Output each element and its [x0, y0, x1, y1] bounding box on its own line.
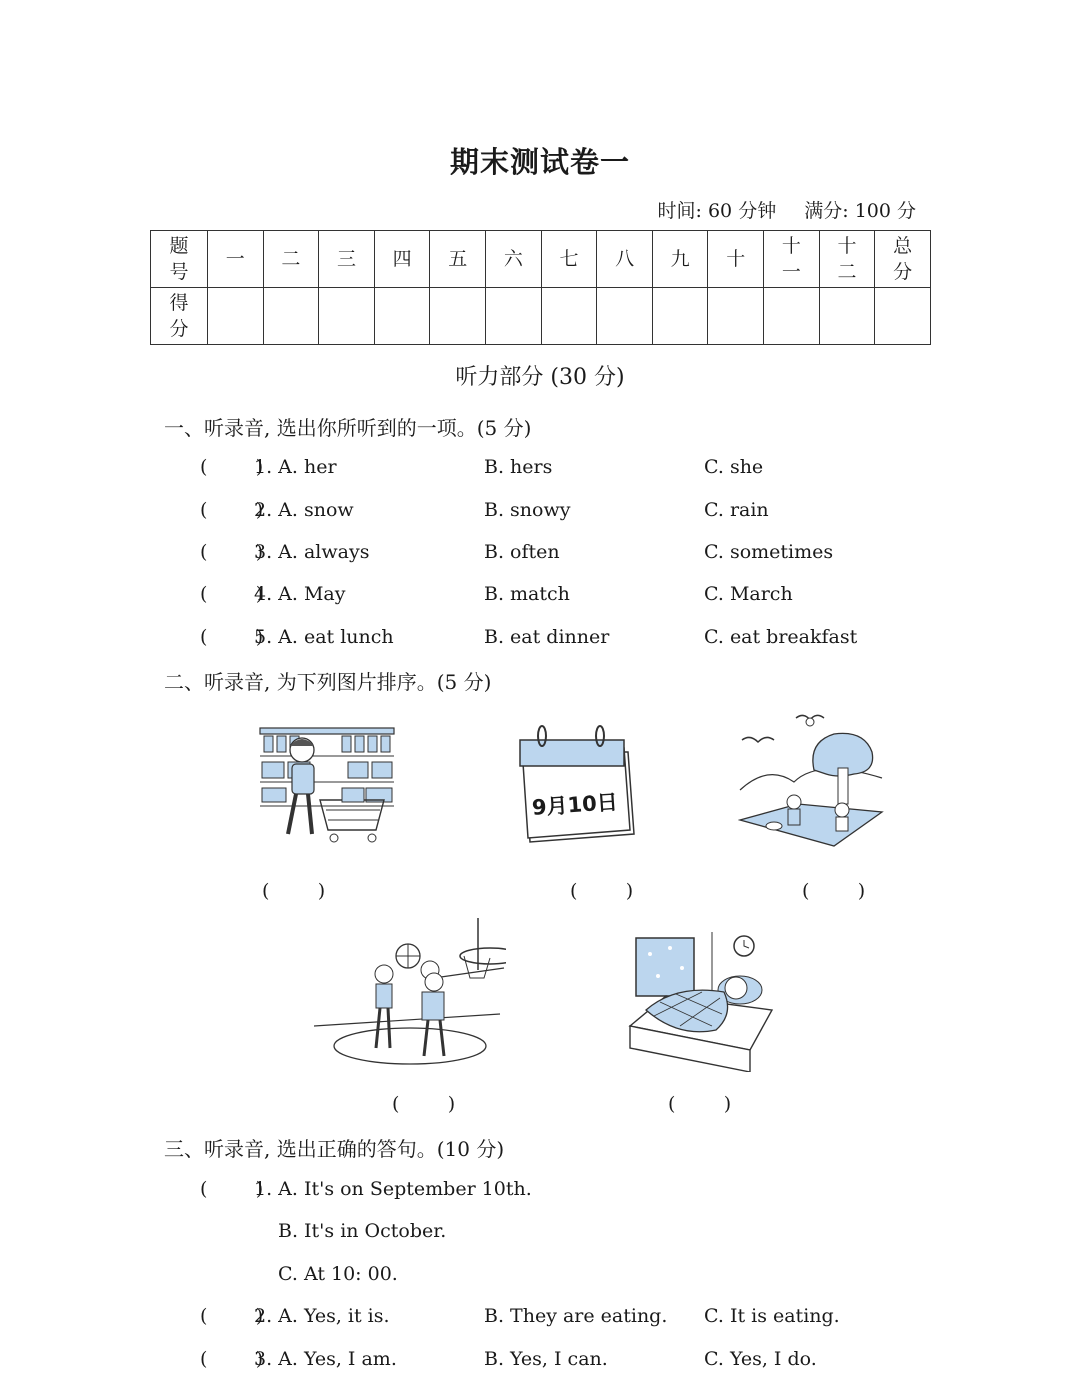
part3-item-1-option-b: B. It's in October.: [278, 1220, 447, 1242]
score-col-10: 十: [708, 231, 764, 288]
answer-blank[interactable]: ( ): [200, 1178, 264, 1200]
part3-heading: 三、听录音, 选出正确的答句。(10 分): [164, 1137, 505, 1161]
option-a: 1. A. It's on September 10th.: [254, 1178, 532, 1200]
option-a: 2. A. snow: [254, 499, 354, 521]
picture-3-blank[interactable]: ( ): [802, 880, 866, 902]
score-table-row1-label: 题号: [151, 231, 208, 288]
picture-2-blank[interactable]: ( ): [570, 880, 634, 902]
score-col-8: 八: [597, 231, 653, 288]
option-c: C. eat breakfast: [704, 626, 858, 648]
answer-blank[interactable]: ( ): [200, 583, 264, 605]
answer-blank[interactable]: ( ): [200, 499, 264, 521]
score-cell[interactable]: [208, 288, 264, 345]
answer-blank[interactable]: ( ): [200, 626, 264, 648]
part3-item-1-option-c: C. At 10: 00.: [278, 1263, 398, 1285]
option-c: C. she: [704, 456, 764, 478]
score-cell[interactable]: [319, 288, 375, 345]
score-cell[interactable]: [263, 288, 319, 345]
score-cell[interactable]: [374, 288, 430, 345]
option-b: B. snowy: [484, 499, 571, 521]
score-cell[interactable]: [764, 288, 820, 345]
option-a: 2. A. Yes, it is.: [254, 1305, 390, 1327]
score-col-2: 二: [263, 231, 319, 288]
option-a: 1. A. her: [254, 456, 337, 478]
option-a: 3. A. Yes, I am.: [254, 1348, 397, 1370]
full-score: 满分: 100 分: [804, 200, 916, 222]
score-cell[interactable]: [430, 288, 486, 345]
answer-blank[interactable]: ( ): [200, 456, 264, 478]
calendar-date-text: 9月10日: [531, 789, 619, 820]
picture-5-blank[interactable]: ( ): [668, 1093, 732, 1115]
picture-1-blank[interactable]: ( ): [262, 880, 326, 902]
answer-blank[interactable]: ( ): [200, 1348, 264, 1370]
score-cell[interactable]: [708, 288, 764, 345]
score-cell[interactable]: [652, 288, 708, 345]
option-c: C. sometimes: [704, 541, 834, 563]
option-b: B. hers: [484, 456, 553, 478]
score-cell[interactable]: [875, 288, 931, 345]
score-col-total: 总分: [875, 231, 931, 288]
option-b: B. often: [484, 541, 560, 563]
score-table: [150, 230, 931, 345]
answer-blank[interactable]: ( ): [200, 1305, 264, 1327]
page-title: 期末测试卷一: [449, 145, 630, 179]
basketball-picture: [314, 918, 506, 1068]
calendar-picture: [516, 722, 640, 850]
score-cell[interactable]: [541, 288, 597, 345]
score-col-12: 十二: [819, 231, 875, 288]
option-c: C. It is eating.: [704, 1305, 840, 1327]
score-col-3: 三: [319, 231, 375, 288]
score-col-1: 一: [208, 231, 264, 288]
option-b: B. Yes, I can.: [484, 1348, 608, 1370]
option-c: C. March: [704, 583, 793, 605]
option-a: 5. A. eat lunch: [254, 626, 394, 648]
score-table-score-row: [151, 288, 931, 345]
part2-heading: 二、听录音, 为下列图片排序。(5 分): [164, 670, 492, 694]
supermarket-picture: [258, 722, 398, 850]
score-col-5: 五: [430, 231, 486, 288]
part1-heading: 一、听录音, 选出你所听到的一项。(5 分): [164, 416, 532, 440]
option-b: B. They are eating.: [484, 1305, 668, 1327]
answer-blank[interactable]: ( ): [200, 541, 264, 563]
score-col-4: 四: [374, 231, 430, 288]
score-table-header-row: [151, 231, 931, 288]
score-col-11: 十一: [764, 231, 820, 288]
score-cell[interactable]: [819, 288, 875, 345]
option-b: B. match: [484, 583, 570, 605]
time-limit: 时间: 60 分钟: [657, 200, 777, 222]
score-col-7: 七: [541, 231, 597, 288]
score-col-6: 六: [486, 231, 542, 288]
listening-section-title: 听力部分 (30 分): [455, 365, 625, 390]
picnic-picture: [738, 712, 884, 850]
score-col-9: 九: [652, 231, 708, 288]
exam-meta: [658, 196, 916, 223]
option-b: B. eat dinner: [484, 626, 610, 648]
score-cell[interactable]: [597, 288, 653, 345]
score-table-row2-label: 得分: [151, 288, 208, 345]
option-c: C. rain: [704, 499, 769, 521]
option-a: 4. A. May: [254, 583, 346, 605]
option-c: C. Yes, I do.: [704, 1348, 817, 1370]
score-cell[interactable]: [486, 288, 542, 345]
picture-4-blank[interactable]: ( ): [392, 1093, 456, 1115]
sleeping-picture: [626, 930, 776, 1072]
option-a: 3. A. always: [254, 541, 370, 563]
